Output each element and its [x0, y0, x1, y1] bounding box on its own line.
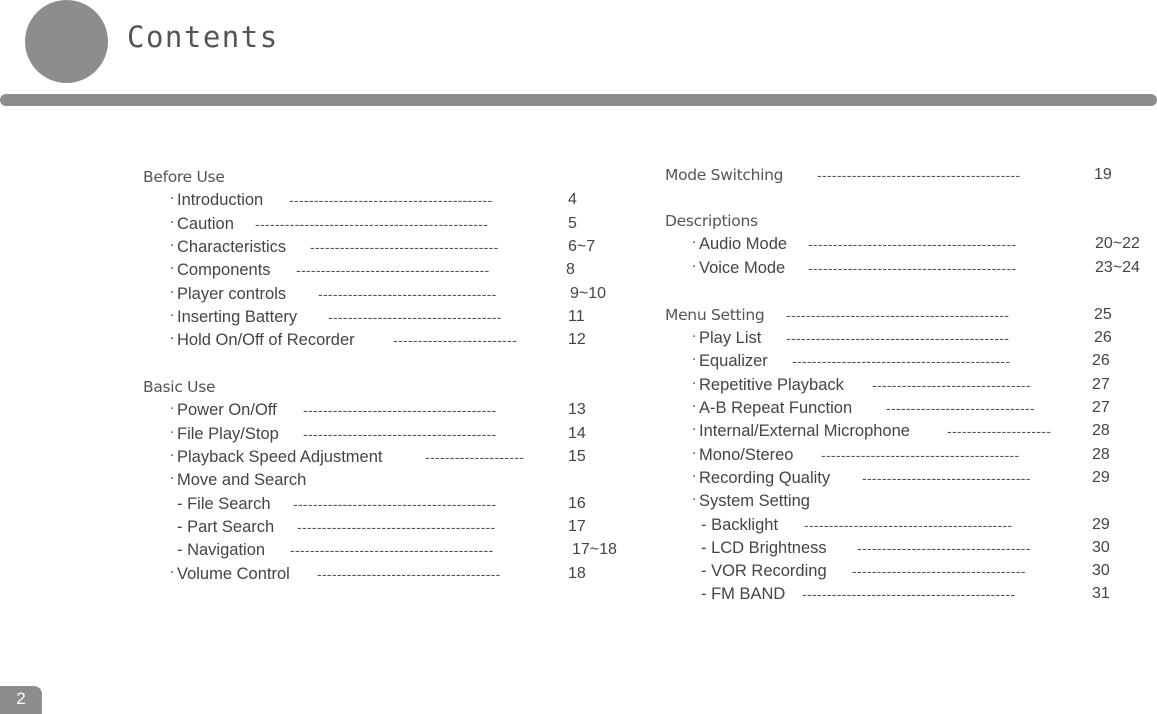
toc-entry[interactable]: · Power On/Off — [170, 401, 277, 419]
toc-subentry[interactable]: - Part Search — [177, 518, 275, 536]
leader-dots: ----------------------------------------- — [289, 192, 493, 208]
toc-subentry[interactable]: - Navigation — [177, 541, 266, 559]
toc-entry[interactable]: · Move and Search — [170, 471, 307, 489]
toc-entry[interactable]: · Play List — [692, 329, 762, 347]
toc-entry[interactable]: · A-B Repeat Function — [692, 399, 853, 417]
page-ref: 5 — [568, 215, 577, 232]
leader-dots: ----------------------------------------- — [293, 496, 497, 512]
leader-dots: ----------------------------------- — [852, 563, 1026, 579]
leader-dots: --------------------------------------- — [303, 402, 497, 418]
toc-entry[interactable]: · Audio Mode — [692, 235, 788, 253]
leader-dots: ---------------------------------- — [862, 470, 1031, 486]
toc-entry[interactable]: · Hold On/Off of Recorder — [170, 331, 355, 349]
leader-dots: ----------------------------------------------- — [255, 216, 489, 232]
page-ref: 29 — [1092, 469, 1110, 486]
leader-dots: -------------------------------- — [872, 377, 1031, 393]
section-heading-mode-switching[interactable]: Mode Switching — [665, 166, 784, 184]
page-ref: 14 — [568, 425, 586, 442]
toc-entry[interactable]: · Recording Quality — [692, 469, 831, 487]
toc-entry[interactable]: · Characteristics — [170, 238, 287, 256]
page-ref: 15 — [568, 448, 586, 465]
toc-entry[interactable]: · Mono/Stereo — [692, 446, 794, 464]
section-heading-descriptions: Descriptions — [665, 212, 758, 230]
section-heading-basic-use: Basic Use — [143, 378, 216, 396]
leader-dots: ------------------------- — [393, 332, 518, 348]
page-ref: 30 — [1092, 562, 1110, 579]
page-ref: 11 — [568, 308, 585, 325]
page-ref: 27 — [1092, 399, 1110, 416]
leader-dots: -------------------------------------- — [310, 239, 499, 255]
leader-dots: --------------------- — [947, 423, 1052, 439]
page-ref: 9~10 — [570, 285, 607, 302]
toc-entry[interactable]: · Caution — [170, 215, 234, 233]
toc-entry[interactable]: · Equalizer — [692, 352, 768, 370]
leader-dots: --------------------------------------- — [296, 262, 490, 278]
page-ref: 23~24 — [1095, 259, 1140, 276]
leader-dots: --------------------------------------------- — [786, 307, 1010, 323]
page-ref: 17~18 — [572, 541, 617, 558]
page-title: Contents — [127, 20, 279, 54]
page-ref: 12 — [568, 331, 586, 348]
leader-dots: -------------------------------------------- — [792, 353, 1011, 369]
page-ref: 16 — [568, 495, 586, 512]
page-ref: 20~22 — [1095, 235, 1140, 252]
leader-dots: ------------------------------------- — [317, 566, 501, 582]
leader-dots: ------------------------------ — [886, 400, 1035, 416]
page-ref: 8 — [566, 261, 575, 278]
page-number-badge: 2 — [0, 686, 42, 714]
leader-dots: ----------------------------------------- — [290, 542, 494, 558]
page-ref: 25 — [1094, 306, 1112, 323]
leader-dots: --------------------------------------------- — [786, 330, 1010, 346]
leader-dots: ------------------------------------------ — [808, 260, 1017, 276]
header-rule — [0, 94, 1157, 106]
toc-entry[interactable]: · Introduction — [170, 191, 264, 209]
leader-dots: ------------------------------------ — [318, 286, 497, 302]
section-heading-before-use: Before Use — [143, 168, 225, 186]
page-ref: 27 — [1092, 376, 1110, 393]
page-ref: 13 — [568, 401, 586, 418]
toc-entry[interactable]: · Player controls — [170, 285, 287, 303]
page-ref: 28 — [1092, 446, 1110, 463]
page-ref: 19 — [1094, 166, 1112, 183]
toc-entry[interactable]: · System Setting — [692, 492, 810, 510]
page-ref: 17 — [568, 518, 586, 535]
toc-entry[interactable]: · Inserting Battery — [170, 308, 298, 326]
section-heading-menu-setting[interactable]: Menu Setting — [665, 306, 765, 324]
leader-dots: ------------------------------------------ — [808, 236, 1017, 252]
page-ref: 4 — [568, 191, 577, 208]
page-ref: 31 — [1092, 585, 1110, 602]
toc-entry[interactable]: · Internal/External Microphone — [692, 422, 910, 440]
leader-dots: ----------------------------------- — [328, 309, 502, 325]
leader-dots: ------------------------------------------- — [802, 586, 1016, 602]
leader-dots: ---------------------------------------- — [297, 519, 496, 535]
toc-subentry[interactable]: - LCD Brightness — [701, 539, 827, 557]
page-ref: 26 — [1094, 329, 1112, 346]
leader-dots: ------------------------------------------ — [804, 517, 1013, 533]
toc-entry[interactable]: · Repetitive Playback — [692, 376, 844, 394]
page-ref: 18 — [568, 565, 586, 582]
page-ref: 29 — [1092, 516, 1110, 533]
toc-entry[interactable]: · Playback Speed Adjustment — [170, 448, 383, 466]
leader-dots: --------------------------------------- — [303, 426, 497, 442]
page-ref: 30 — [1092, 539, 1110, 556]
toc-subentry[interactable]: - VOR Recording — [701, 562, 827, 580]
toc-entry[interactable]: · Voice Mode — [692, 259, 786, 277]
toc-subentry[interactable]: - Backlight — [701, 516, 779, 534]
page-ref: 6~7 — [568, 238, 596, 255]
leader-dots: ----------------------------------------- — [817, 167, 1021, 183]
toc-entry[interactable]: · File Play/Stop — [170, 425, 279, 443]
toc-entry[interactable]: · Volume Control — [170, 565, 290, 583]
leader-dots: ----------------------------------- — [857, 540, 1031, 556]
header-circle-decoration — [25, 0, 108, 83]
toc-subentry[interactable]: - File Search — [177, 495, 271, 513]
leader-dots: -------------------- — [425, 449, 525, 465]
page-ref: 28 — [1092, 422, 1110, 439]
toc-subentry[interactable]: - FM BAND — [701, 585, 786, 603]
leader-dots: ---------------------------------------- — [821, 447, 1020, 463]
page-ref: 26 — [1092, 352, 1110, 369]
toc-entry[interactable]: · Components — [170, 261, 271, 279]
